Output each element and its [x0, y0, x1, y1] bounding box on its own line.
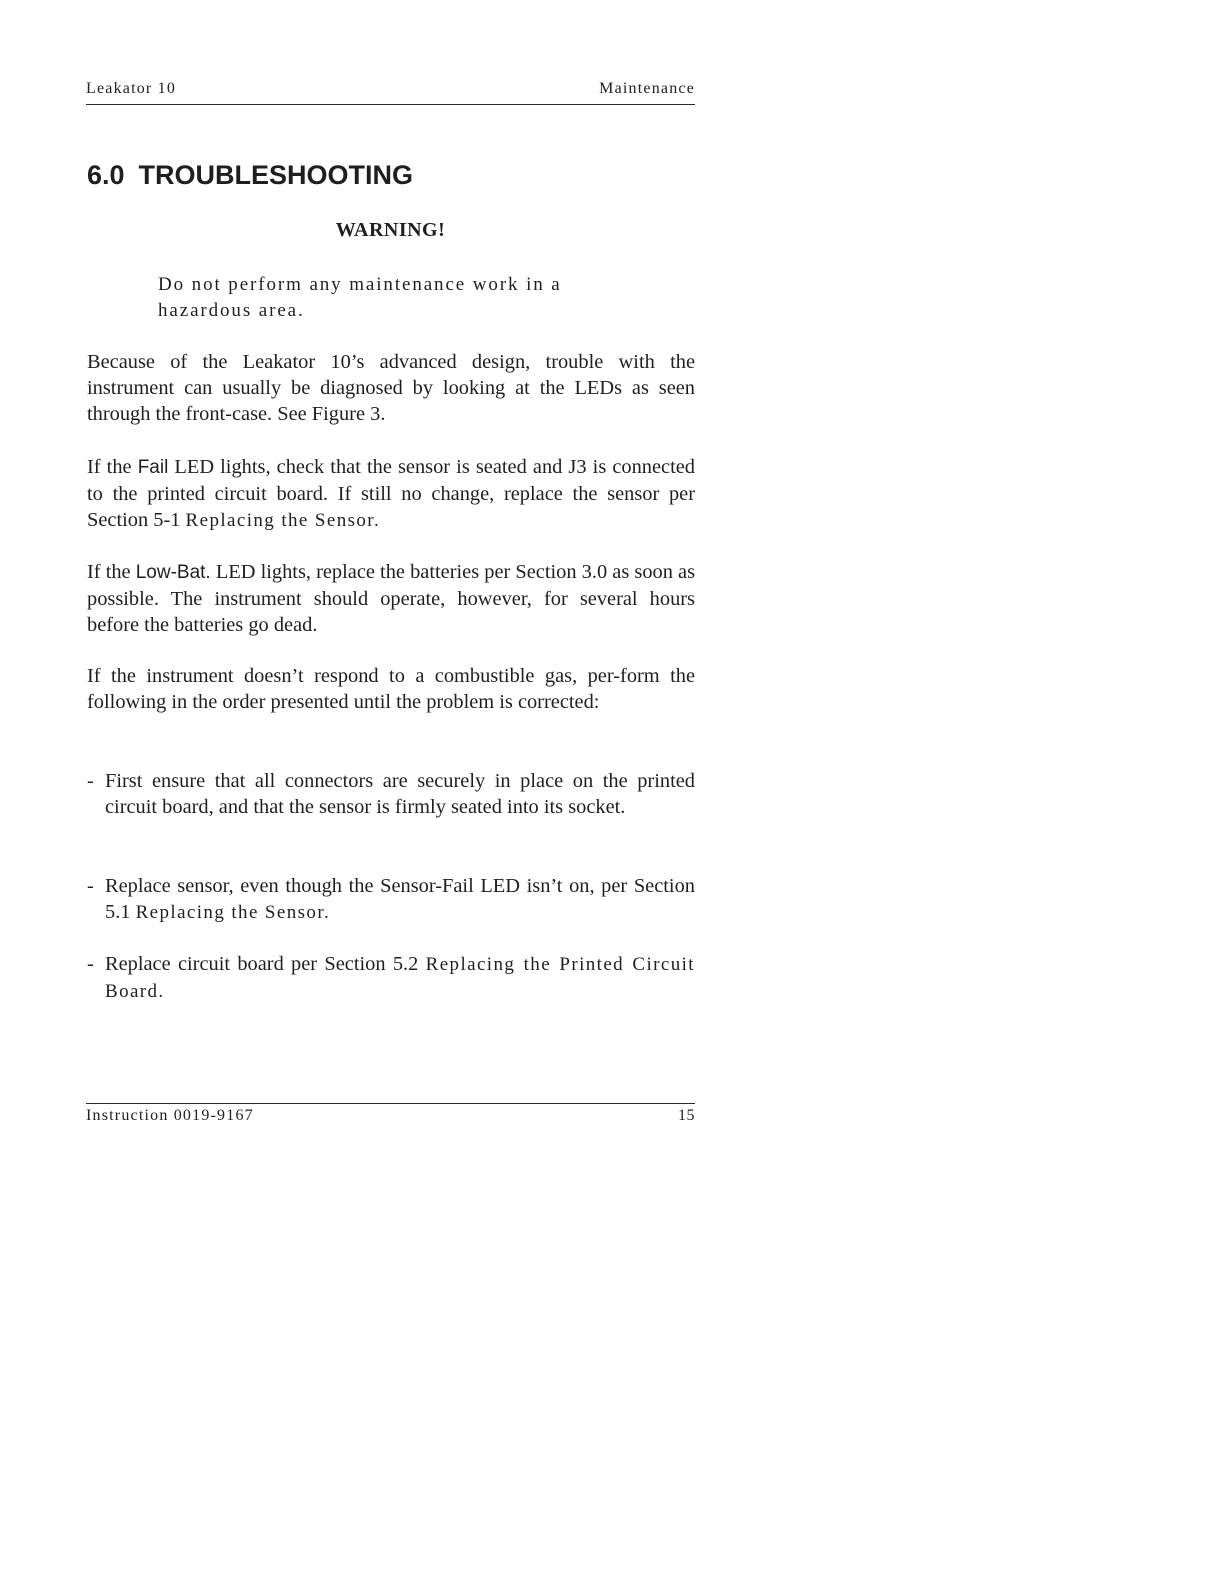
- list-item-reference: Replacing the Sensor.: [135, 902, 331, 923]
- fail-led-paragraph: [87, 454, 695, 534]
- low-bat-led-label: Low-Bat.: [135, 562, 211, 583]
- no-response-paragraph: If the instrument doesn’t respond to a combustible gas, per-form the following in the order presented until the problem is corrected:: [87, 665, 695, 713]
- warning-title: WARNING!: [335, 219, 446, 241]
- bullet-dash: -: [87, 953, 94, 975]
- fail-led-label: Fail: [137, 457, 169, 478]
- list-item-reference: Replacing the Printed Circuit Board.: [105, 954, 695, 1002]
- fail-paragraph-reference: Replacing the Sensor.: [185, 510, 381, 531]
- running-header: [86, 78, 695, 105]
- section-title: [87, 160, 413, 191]
- fail-paragraph-pre: If the: [87, 456, 138, 478]
- list-item-text: [105, 951, 695, 1005]
- list-item-body: Replace sensor, even though the Sensor-Fail LED isn’t on, per Section 5.1: [105, 875, 695, 923]
- page-number: 15: [678, 1107, 695, 1124]
- running-footer: [86, 1103, 695, 1134]
- bullet-dash: -: [87, 770, 94, 792]
- list-item-text: First ensure that all connectors are securely in place on the printed circuit board, and that the sensor is firmly seated into its socket.: [105, 770, 695, 818]
- warning-text-line-1: Do not perform any maintenance work in a: [158, 274, 562, 295]
- warning-text-line-2: hazardous area.: [158, 300, 305, 321]
- low-bat-led-paragraph: [87, 559, 695, 638]
- header-product-name: Leakator 10: [86, 80, 177, 97]
- section-number: 6.0: [87, 160, 125, 190]
- fail-paragraph-body: LED lights, check that the sensor is seated and J3 is connected to the printed circuit board. If still no change, replace the sensor per Section 5-1: [87, 456, 695, 531]
- section-title-text: TROUBLESHOOTING: [138, 160, 414, 190]
- lowbat-paragraph-pre: If the: [87, 561, 136, 583]
- warning-text: [158, 272, 638, 324]
- intro-paragraph: Because of the Leakator 10’s advanced design, trouble with the instrument can usually be diagnosed by looking at the LEDs as seen through the front-case. See Figure 3.: [87, 351, 695, 425]
- bullet-dash: -: [87, 875, 94, 897]
- document-page: [86, 0, 695, 1582]
- footer-document-number: Instruction 0019-9167: [86, 1107, 254, 1124]
- lowbat-paragraph-body: LED lights, replace the batteries per Section 3.0 as soon as possible. The instrument should operate, however, for several hours before the batteries go dead.: [87, 561, 695, 636]
- list-item-text: [105, 873, 695, 926]
- list-item-body: Replace circuit board per Section 5.2: [105, 953, 426, 975]
- header-section-name: Maintenance: [599, 80, 695, 97]
